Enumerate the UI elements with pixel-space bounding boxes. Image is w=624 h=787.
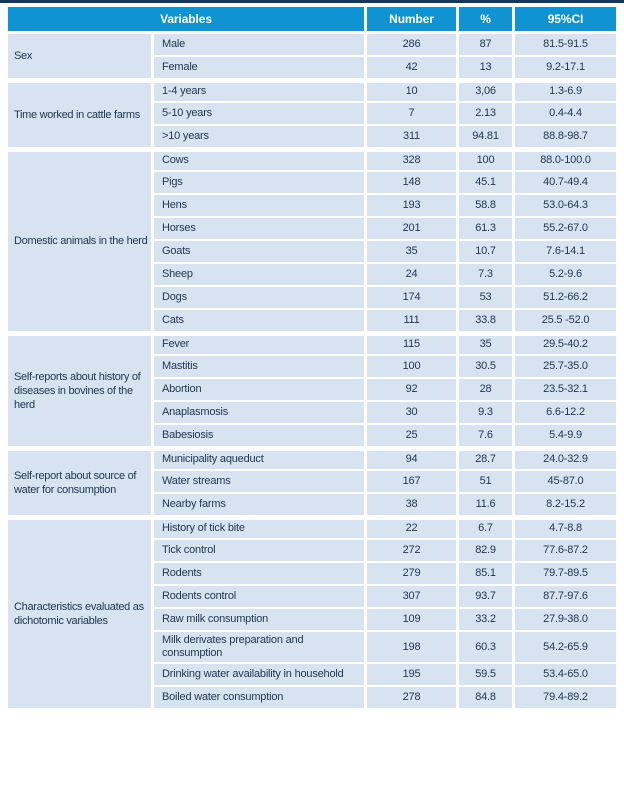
column-header-variables: Variables [8,7,367,34]
cell-ci: 79.4-89.2 [515,687,616,710]
group-label: Domestic animals in the herd [8,149,154,333]
cell-variable: Goats [154,241,367,264]
prevalence-table [8,7,616,710]
column-header-number: Number [367,7,459,34]
cell-ci: 45-87.0 [515,471,616,494]
cell-number: 94 [367,448,459,471]
cell-variable: >10 years [154,126,367,149]
cell-variable: Raw milk consumption [154,609,367,632]
cell-variable: Cats [154,310,367,333]
cell-percent: 94.81 [459,126,515,149]
group-label: Self-report about source of water for consumption [8,448,154,517]
cell-number: 22 [367,517,459,540]
cell-ci: 25.7-35.0 [515,356,616,379]
cell-number: 278 [367,687,459,710]
cell-number: 307 [367,586,459,609]
cell-variable: Sheep [154,264,367,287]
cell-variable: Cows [154,149,367,172]
cell-percent: 7.6 [459,425,515,448]
cell-number: 10 [367,80,459,103]
cell-variable: Rodents [154,563,367,586]
cell-variable: Female [154,57,367,80]
table-header [8,7,616,34]
cell-ci: 0.4-4.4 [515,103,616,126]
cell-ci: 9.2-17.1 [515,57,616,80]
cell-number: 195 [367,664,459,687]
cell-number: 174 [367,287,459,310]
cell-variable: Hens [154,195,367,218]
cell-number: 7 [367,103,459,126]
cell-percent: 60.3 [459,632,515,664]
table-row [8,34,616,57]
cell-ci: 81.5-91.5 [515,34,616,57]
cell-ci: 5.4-9.9 [515,425,616,448]
cell-variable: Tick control [154,540,367,563]
cell-number: 198 [367,632,459,664]
column-header-ci: 95%CI [515,7,616,34]
cell-variable: Mastitis [154,356,367,379]
cell-ci: 87.7-97.6 [515,586,616,609]
table-row [8,333,616,356]
cell-number: 201 [367,218,459,241]
cell-ci: 25.5 -52.0 [515,310,616,333]
cell-percent: 84.8 [459,687,515,710]
cell-number: 92 [367,379,459,402]
group-label: Self-reports about history of diseases in bovines of the herd [8,333,154,448]
cell-percent: 28 [459,379,515,402]
cell-variable: 5-10 years [154,103,367,126]
cell-variable: Babesiosis [154,425,367,448]
cell-percent: 9.3 [459,402,515,425]
cell-number: 279 [367,563,459,586]
cell-percent: 87 [459,34,515,57]
cell-percent: 85.1 [459,563,515,586]
cell-percent: 93.7 [459,586,515,609]
cell-variable: Rodents control [154,586,367,609]
cell-ci: 55.2-67.0 [515,218,616,241]
cell-variable: Abortion [154,379,367,402]
cell-ci: 79.7-89.5 [515,563,616,586]
cell-ci: 1.3-6.9 [515,80,616,103]
cell-percent: 13 [459,57,515,80]
table-row [8,149,616,172]
cell-ci: 6.6-12.2 [515,402,616,425]
header-row [8,7,616,34]
table-body [8,34,616,710]
cell-number: 311 [367,126,459,149]
cell-variable: Water streams [154,471,367,494]
cell-ci: 53.4-65.0 [515,664,616,687]
cell-percent: 3,06 [459,80,515,103]
cell-variable: Anaplasmosis [154,402,367,425]
cell-variable: Drinking water availability in household [154,664,367,687]
cell-variable: Nearby farms [154,494,367,517]
cell-percent: 58.8 [459,195,515,218]
table-row [8,80,616,103]
cell-ci: 77.6-87.2 [515,540,616,563]
cell-ci: 88.0-100.0 [515,149,616,172]
cell-percent: 53 [459,287,515,310]
cell-ci: 8.2-15.2 [515,494,616,517]
cell-ci: 29.5-40.2 [515,333,616,356]
column-header-percent: % [459,7,515,34]
cell-percent: 2.13 [459,103,515,126]
cell-percent: 33.2 [459,609,515,632]
group-label: Sex [8,34,154,80]
cell-ci: 27.9-38.0 [515,609,616,632]
cell-variable: History of tick bite [154,517,367,540]
cell-number: 100 [367,356,459,379]
cell-ci: 40.7-49.4 [515,172,616,195]
cell-percent: 61.3 [459,218,515,241]
cell-number: 38 [367,494,459,517]
cell-percent: 51 [459,471,515,494]
cell-variable: Fever [154,333,367,356]
cell-variable: Municipality aqueduct [154,448,367,471]
cell-number: 42 [367,57,459,80]
cell-number: 30 [367,402,459,425]
group-label: Time worked in cattle farms [8,80,154,149]
cell-variable: Dogs [154,287,367,310]
cell-number: 193 [367,195,459,218]
cell-percent: 33.8 [459,310,515,333]
cell-number: 115 [367,333,459,356]
cell-variable: Pigs [154,172,367,195]
cell-variable: Milk derivates preparation and consumption [154,632,367,664]
cell-percent: 59.5 [459,664,515,687]
cell-ci: 5.2-9.6 [515,264,616,287]
cell-percent: 100 [459,149,515,172]
cell-number: 25 [367,425,459,448]
cell-ci: 54.2-65.9 [515,632,616,664]
cell-ci: 53.0-64.3 [515,195,616,218]
cell-variable: Boiled water consumption [154,687,367,710]
cell-ci: 23.5-32.1 [515,379,616,402]
cell-ci: 51.2-66.2 [515,287,616,310]
cell-percent: 6.7 [459,517,515,540]
cell-percent: 82.9 [459,540,515,563]
cell-number: 148 [367,172,459,195]
cell-number: 286 [367,34,459,57]
table-row [8,517,616,540]
cell-percent: 30.5 [459,356,515,379]
cell-ci: 88.8-98.7 [515,126,616,149]
cell-variable: Male [154,34,367,57]
cell-number: 167 [367,471,459,494]
cell-percent: 7.3 [459,264,515,287]
cell-number: 328 [367,149,459,172]
top-rule [0,0,624,3]
cell-number: 272 [367,540,459,563]
cell-percent: 10.7 [459,241,515,264]
cell-ci: 24.0-32.9 [515,448,616,471]
group-label: Characteristics evaluated as dichotomic variables [8,517,154,710]
cell-number: 24 [367,264,459,287]
table-row [8,448,616,471]
cell-number: 35 [367,241,459,264]
cell-percent: 35 [459,333,515,356]
cell-ci: 4.7-8.8 [515,517,616,540]
cell-ci: 7.6-14.1 [515,241,616,264]
cell-percent: 45.1 [459,172,515,195]
cell-variable: 1-4 years [154,80,367,103]
cell-percent: 11.6 [459,494,515,517]
cell-number: 109 [367,609,459,632]
cell-number: 111 [367,310,459,333]
cell-variable: Horses [154,218,367,241]
cell-percent: 28.7 [459,448,515,471]
